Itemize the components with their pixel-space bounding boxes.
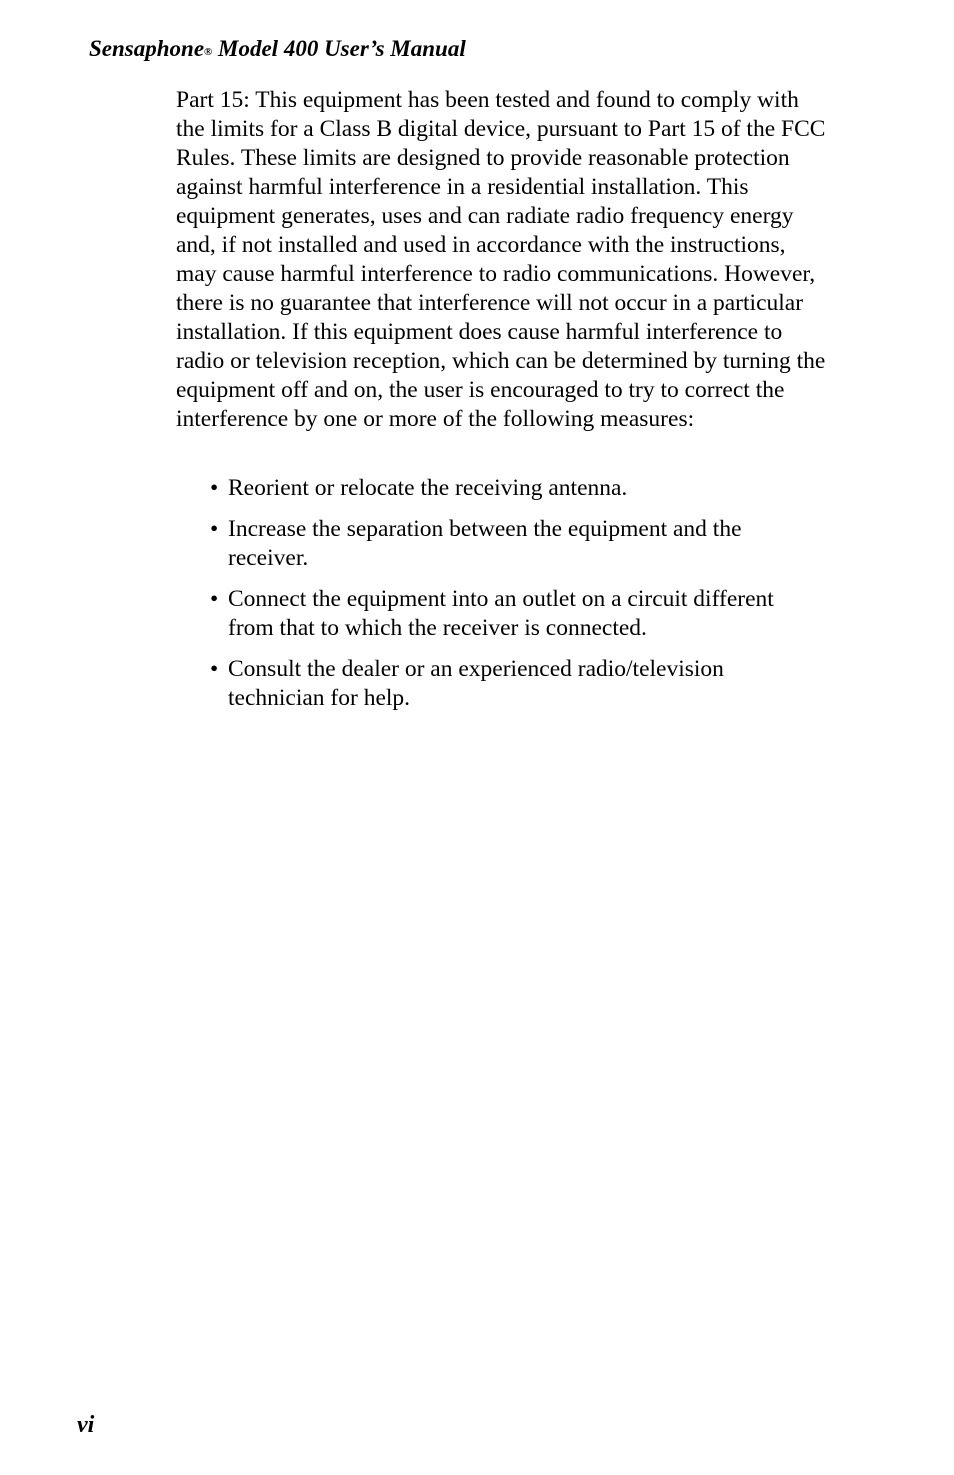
list-item bbox=[210, 474, 810, 503]
page-number: vi bbox=[77, 1412, 95, 1438]
header-brand: Sensaphone bbox=[89, 36, 205, 61]
header-title: Model 400 User’s Manual bbox=[212, 36, 466, 61]
list-item bbox=[210, 655, 810, 713]
corrective-measures-list bbox=[210, 474, 810, 725]
list-item-text: Increase the separation between the equipment and the receiver. bbox=[228, 516, 742, 571]
registered-mark: ® bbox=[204, 46, 213, 58]
list-item bbox=[210, 585, 810, 643]
bullet-marker: • bbox=[210, 516, 219, 542]
bullet-marker: • bbox=[210, 586, 219, 612]
bullet-marker: • bbox=[210, 475, 219, 501]
list-item bbox=[210, 515, 810, 573]
list-item-text: Reorient or relocate the receiving antenna. bbox=[228, 475, 628, 501]
bullet-marker: • bbox=[210, 656, 219, 682]
running-header bbox=[89, 34, 466, 67]
list-item-text: Connect the equipment into an outlet on a circuit different from that to which the receiver is connected. bbox=[228, 586, 774, 641]
list-item-text: Consult the dealer or an experienced radio/television technician for help. bbox=[228, 656, 724, 711]
fcc-part15-paragraph: Part 15: This equipment has been tested and found to comply with the limits for a Class B digital device, pursuant to Part 15 of the FCC Rules. These limits are designed to provide reasonable protection against harmful interference in a residential installation. This equipment generates, uses and can radiate radio frequency energy and, if not installed and used in accordance with the instructions, may cause harmful interference to radio communications. However, there is no guarantee that interference will not occur in a particular installation. If this equipment does cause harmful interference to radio or television reception, which can be determined by turning the equipment off and on, the user is encouraged to try to correct the interference by one or more of the following measures: bbox=[176, 87, 826, 432]
